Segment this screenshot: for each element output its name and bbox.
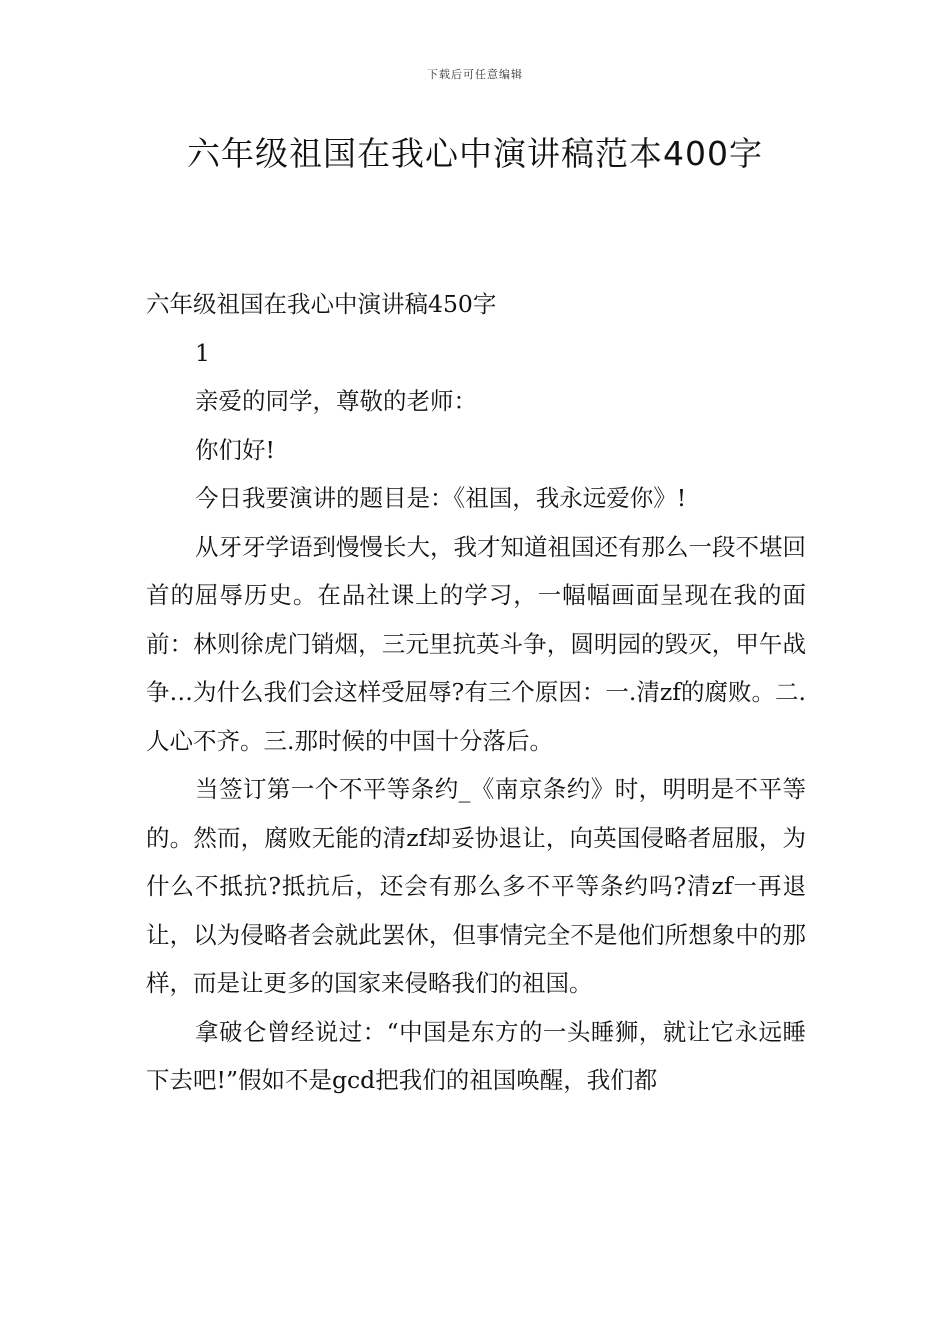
paragraph-treaty: 当签订第一个不平等条约_《南京条约》时，明明是不平等的。然而，腐败无能的清zf却妥协退让，向英国侵略者屈服，为什么不抵抗?抵抗后，还会有那么多不平等条约吗?清zf一再退让，以为侵略者会就此罢休，但事情完全不是他们所想象中的那样，而是让更多的国家来侵略我们的祖国。 <box>146 775 806 997</box>
paragraph-napoleon: 拿破仑曾经说过：“中国是东方的一头睡狮，就让它永远睡下去吧!”假如不是gcd把我们的祖国唤醒，我们都 <box>146 1017 806 1094</box>
paragraph-number: 1 <box>195 338 210 367</box>
document-subtitle: 六年级祖国在我心中演讲稿450字 <box>146 290 497 318</box>
paragraph-history: 从牙牙学语到慢慢长大，我才知道祖国还有那么一段不堪回首的屈辱历史。在品社课上的学习，一幅幅画面呈现在我的面前：林则徐虎门销烟，三元里抗英斗争，圆明园的毁灭，甲午战争…为什么我们会这样受屈辱?有三个原因：一.清zf的腐败。二.人心不齐。三.那时候的中国十分落后。 <box>146 532 806 755</box>
paragraph-topic: 今日我要演讲的题目是：《祖国，我永远爱你》! <box>195 484 687 512</box>
paragraph-greeting: 亲爱的同学，尊敬的老师： <box>195 387 477 415</box>
header-note: 下载后可任意编辑 <box>427 68 523 81</box>
paragraph-hello: 你们好! <box>195 435 275 464</box>
document-title: 六年级祖国在我心中演讲稿范本400字 <box>187 134 763 173</box>
document-body <box>146 280 806 1105</box>
